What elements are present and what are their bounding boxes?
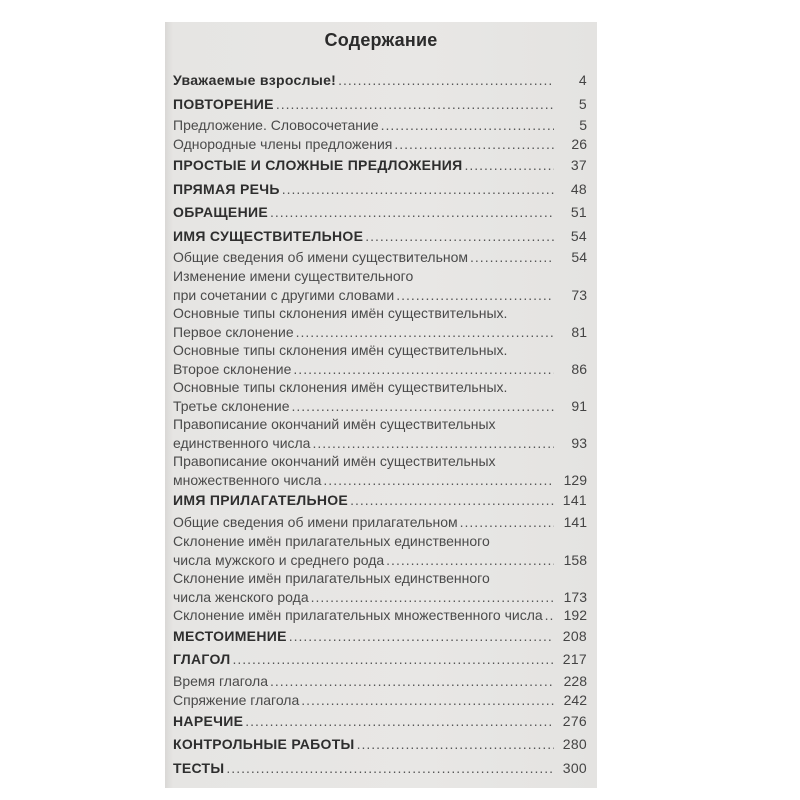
dot-leader	[365, 225, 554, 249]
dot-leader	[311, 588, 554, 606]
toc-page-number: 37	[570, 157, 587, 173]
toc-entry	[173, 323, 587, 341]
toc-entry	[173, 672, 587, 691]
toc-entry	[173, 397, 587, 415]
toc-entry-title: ПОВТОРЕНИЕ	[173, 95, 274, 112]
toc-entry-title: Третье склонение	[173, 398, 290, 414]
toc-entry	[173, 648, 587, 672]
dot-leader	[270, 201, 554, 225]
toc-entry	[173, 588, 587, 606]
toc-entry	[173, 513, 587, 532]
toc-entry-title: Общие сведения об имени прилагательном	[173, 513, 458, 530]
toc-page-number: 141	[563, 513, 587, 530]
toc-page-number: 73	[571, 287, 587, 303]
toc-entry-title: Основные типы склонения имён существительных.	[173, 305, 508, 321]
dot-leader	[357, 733, 554, 757]
toc-page-number: 91	[571, 398, 587, 414]
toc-entry-title: Склонение имён прилагательных единственного	[173, 532, 490, 549]
dot-leader	[270, 672, 554, 691]
toc-entry-title: числа женского рода	[173, 588, 309, 605]
toc-entry-title: Склонение имён прилагательных единственного	[173, 569, 490, 586]
toc-entry-title: Предложение. Словосочетание	[173, 117, 379, 133]
toc-page-number: 173	[563, 588, 587, 605]
toc-entry-line	[173, 452, 587, 471]
toc-entry	[173, 178, 587, 202]
toc-entry-title: КОНТРОЛЬНЫЕ РАБОТЫ	[173, 736, 355, 752]
toc-entry	[173, 691, 587, 710]
toc-entry-line	[173, 267, 587, 286]
toc-entry-title: ИМЯ ПРИЛАГАТЕЛЬНОЕ	[173, 492, 349, 508]
toc-entry-line	[173, 532, 587, 551]
toc-entry-title: Основные типы склонения имён существительных.	[173, 379, 508, 395]
dot-leader	[282, 178, 554, 202]
dot-leader	[232, 648, 554, 672]
toc-page-number: 192	[563, 606, 587, 623]
toc-entry-title: множественного числа	[173, 472, 322, 488]
toc-entry-title: Уважаемые взрослые!	[173, 72, 337, 88]
toc-entry-line	[173, 378, 587, 397]
toc-entry	[173, 733, 587, 757]
dot-leader	[293, 360, 554, 378]
toc-page-number: 5	[579, 117, 587, 133]
toc-entry	[173, 606, 587, 625]
page-title: Содержание	[324, 30, 438, 50]
toc-entry-title: ПРЯМАЯ РЕЧЬ	[173, 180, 280, 197]
toc-page-number: 51	[570, 204, 587, 220]
toc-entry	[173, 360, 587, 378]
toc-page-number: 276	[562, 712, 587, 729]
toc-entry	[173, 434, 587, 452]
toc-page-number: 208	[562, 627, 587, 644]
toc-entry-title: ПРОСТЫЕ И СЛОЖНЫЕ ПРЕДЛОЖЕНИЯ	[173, 157, 463, 173]
toc-entry-title: единственного числа	[173, 435, 311, 451]
toc-entry	[173, 551, 587, 569]
toc-page-number: 93	[571, 435, 587, 451]
dot-leader	[394, 135, 554, 154]
toc-entry	[173, 489, 587, 513]
toc-entry-title: при сочетании с другими словами	[173, 287, 395, 303]
toc-page-number: 54	[571, 249, 587, 265]
toc-entry-line	[173, 304, 587, 323]
toc-entry-title: Время глагола	[173, 672, 268, 689]
dot-leader	[386, 551, 554, 569]
toc-entry-title: ТЕСТЫ	[173, 759, 225, 776]
toc-entry	[173, 201, 587, 225]
dot-leader	[301, 691, 554, 710]
toc-page-number: 141	[562, 492, 587, 508]
toc-entry	[173, 248, 587, 267]
toc-entry-title: НАРЕЧИЕ	[173, 712, 244, 729]
toc-entry-title: Изменение имени существительного	[173, 268, 414, 284]
toc-page-number: 4	[578, 72, 587, 88]
toc-page-number: 54	[570, 227, 587, 244]
toc-entry-title: ИМЯ СУЩЕСТВИТЕЛЬНОЕ	[173, 227, 364, 244]
toc-entry	[173, 286, 587, 304]
dot-leader	[470, 248, 554, 267]
dot-leader	[292, 397, 554, 415]
dot-leader	[460, 513, 554, 532]
toc-entry-title: Правописание окончаний имён существительных	[173, 453, 496, 469]
dot-leader	[245, 710, 554, 734]
toc-entry-title: Правописание окончаний имён существительных	[173, 416, 496, 432]
toc-entry-title: числа мужского и среднего рода	[173, 551, 385, 568]
toc-page-number: 5	[578, 95, 587, 112]
toc-entry-title: ОБРАЩЕНИЕ	[173, 204, 268, 220]
toc-entry-title: Общие сведения об имени существительном	[173, 249, 469, 265]
table-of-contents	[173, 69, 587, 780]
toc-entry	[173, 93, 587, 117]
toc-entry	[173, 135, 587, 154]
toc-entry	[173, 471, 587, 489]
toc-page-number: 217	[562, 651, 587, 667]
toc-entry	[173, 69, 587, 93]
toc-entry-title: Спряжение глагола	[173, 691, 300, 708]
toc-entry-line	[173, 569, 587, 588]
toc-entry	[173, 116, 587, 135]
toc-entry	[173, 625, 587, 649]
dot-leader	[289, 625, 554, 649]
toc-entry-title: Второе склонение	[173, 361, 292, 377]
toc-page-number: 280	[562, 736, 587, 752]
toc-entry-title: Однородные члены предложения	[173, 136, 393, 152]
toc-entry-title: Первое склонение	[173, 324, 294, 340]
toc-entry-title: МЕСТОИМЕНИЕ	[173, 627, 287, 644]
toc-entry	[173, 757, 587, 781]
toc-page-number: 158	[563, 551, 587, 568]
dot-leader	[396, 286, 554, 304]
dot-leader	[338, 69, 554, 93]
toc-page-number: 129	[563, 472, 587, 488]
dot-leader	[323, 471, 554, 489]
dot-leader	[296, 323, 554, 341]
toc-entry	[173, 154, 587, 178]
toc-entry-line	[173, 415, 587, 434]
toc-page-number: 26	[571, 136, 587, 152]
toc-page-number: 86	[571, 361, 587, 377]
toc-page-number: 228	[563, 672, 587, 689]
toc-entry-title: ГЛАГОЛ	[173, 651, 231, 667]
toc-page-number: 242	[563, 691, 587, 708]
toc-entry	[173, 710, 587, 734]
toc-page-number: 81	[571, 324, 587, 340]
dot-leader	[312, 434, 554, 452]
toc-entry-line	[173, 341, 587, 360]
dot-leader	[350, 489, 554, 513]
toc-entry-title: Основные типы склонения имён существительных.	[173, 342, 508, 358]
dot-leader	[276, 93, 554, 117]
toc-entry	[173, 225, 587, 249]
dot-leader	[464, 154, 554, 178]
toc-entry-title: Склонение имён прилагательных множественного числа	[173, 606, 543, 623]
toc-page-number: 48	[570, 180, 587, 197]
toc-page-number: 300	[562, 759, 587, 776]
dot-leader	[381, 116, 554, 135]
dot-leader	[226, 757, 554, 781]
dot-leader	[545, 606, 554, 625]
book-page	[165, 22, 597, 788]
